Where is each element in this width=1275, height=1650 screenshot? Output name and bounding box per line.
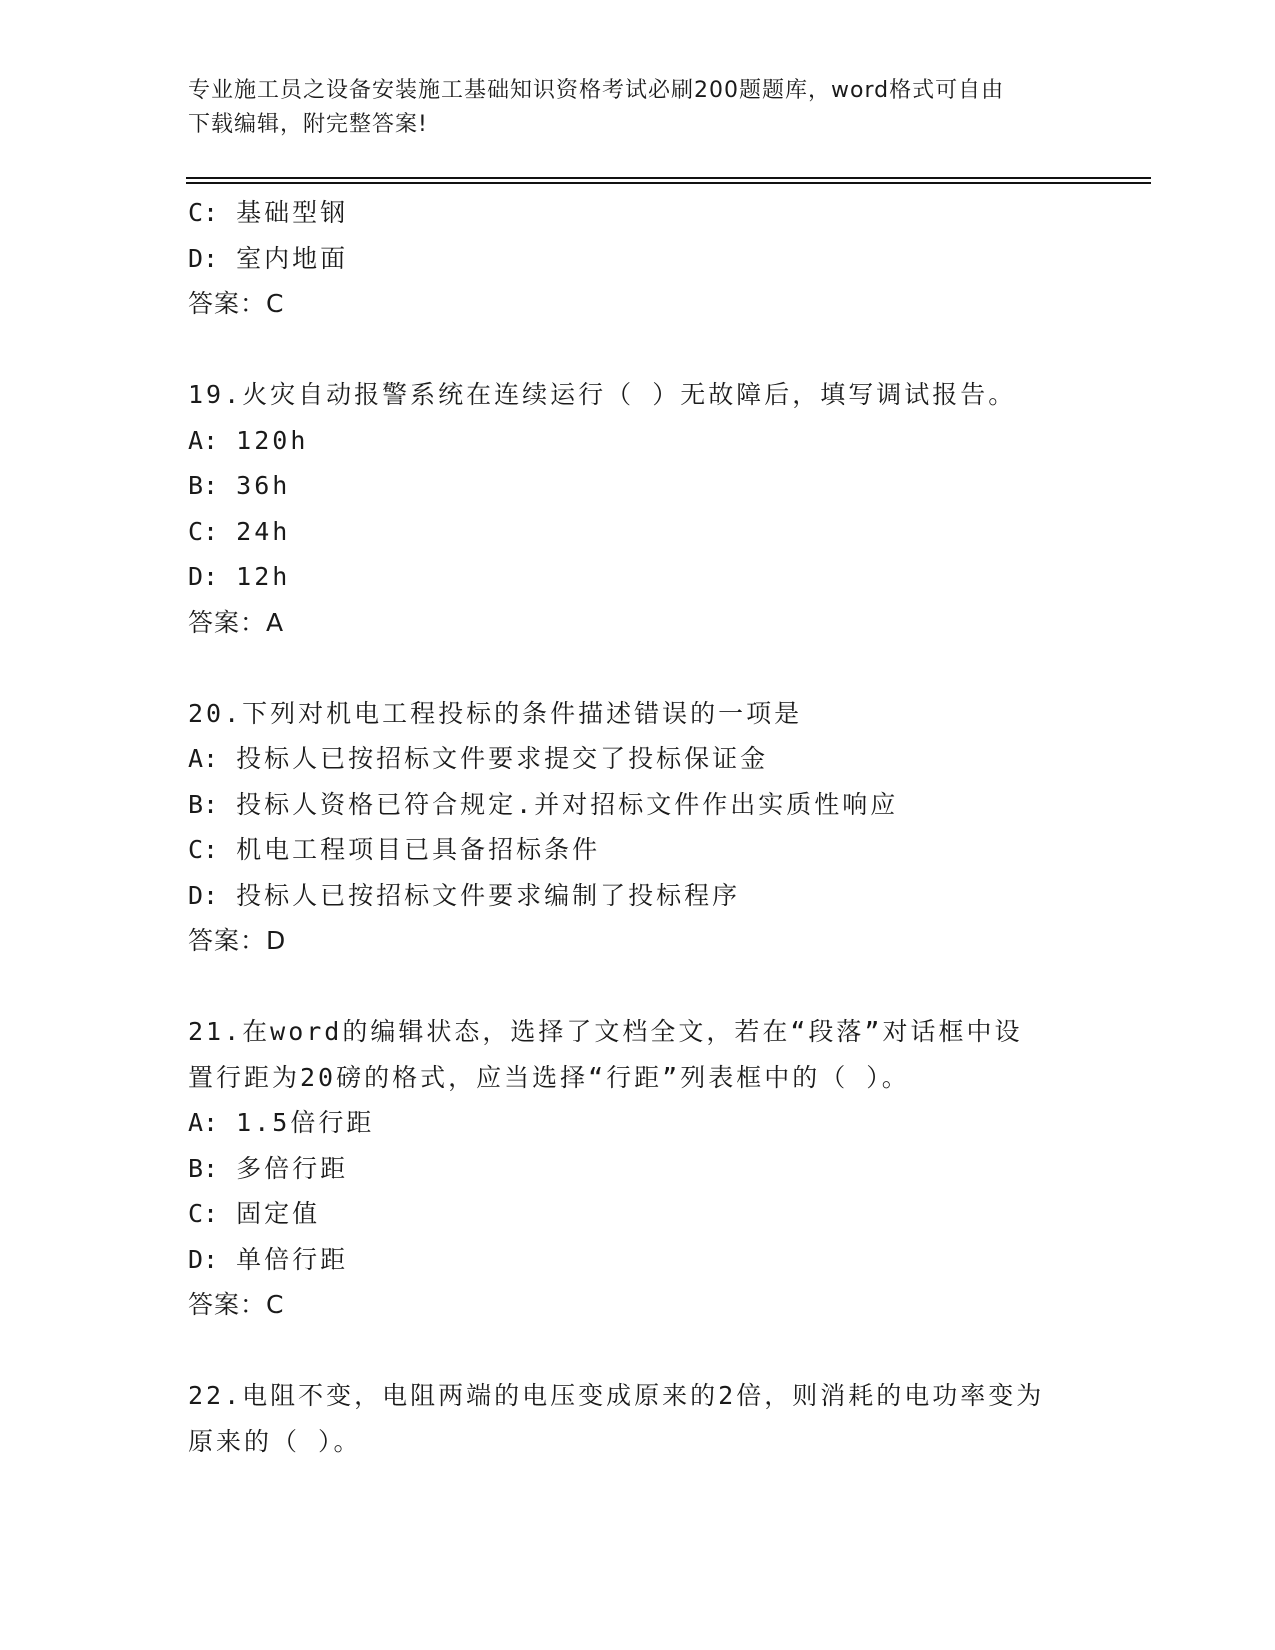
- option-text: 固定值: [236, 1199, 321, 1228]
- option-letter: C:: [188, 516, 219, 546]
- option-d: [188, 554, 1088, 600]
- option-text: 多倍行距: [236, 1153, 349, 1183]
- spacer: [188, 1328, 1088, 1374]
- answer-line: 答案：D: [188, 926, 287, 955]
- question-19: [188, 372, 1088, 645]
- option-a: [188, 1100, 1088, 1146]
- option-letter: C:: [188, 835, 219, 864]
- option-a: [188, 736, 1088, 782]
- option-a: [188, 418, 1088, 464]
- option-c: [188, 1191, 1088, 1237]
- option-b: [188, 782, 1088, 828]
- option-text: 基础型钢: [236, 198, 349, 227]
- option-b: [188, 1146, 1088, 1192]
- option-c: [188, 509, 1088, 555]
- option-c: [188, 827, 1088, 873]
- question-stem: 22.电阻不变，电阻两端的电压变成原来的2倍，则消耗的电功率变为: [188, 1381, 1045, 1410]
- header-line-1: 专业施工员之设备安装施工基础知识资格考试必刷200题题库，word格式可自由: [188, 78, 1005, 103]
- option-letter: B:: [188, 1153, 219, 1183]
- question-stem-continued: 原来的（ ）。: [188, 1426, 362, 1456]
- option-letter: A:: [188, 1108, 219, 1137]
- option-letter: D:: [188, 880, 219, 910]
- answer-line: 答案：A: [188, 607, 285, 637]
- option-text: 投标人资格已符合规定.并对招标文件作出实质性响应: [236, 789, 899, 819]
- question-22: [188, 1373, 1088, 1464]
- option-text: 机电工程项目已具备招标条件: [236, 835, 601, 864]
- question-21: [188, 1009, 1088, 1328]
- question-stem: 19.火灾自动报警系统在连续运行（ ）无故障后，填写调试报告。: [188, 380, 1017, 409]
- header-line-2: 下载编辑，附完整答案!: [188, 112, 428, 137]
- option-letter: C:: [188, 1199, 219, 1228]
- document-header: [188, 74, 1088, 142]
- question-list: [188, 190, 1088, 1464]
- option-d: [188, 1237, 1088, 1283]
- option-letter: C:: [188, 198, 219, 227]
- option-text: 12h: [236, 562, 291, 591]
- question-stem: 20.下列对机电工程投标的条件描述错误的一项是: [188, 698, 803, 728]
- option-letter: B:: [188, 471, 219, 500]
- header-rule-top: [186, 177, 1151, 179]
- question-18-continued: [188, 190, 1088, 327]
- option-letter: D:: [188, 562, 219, 591]
- option-letter: B:: [188, 789, 219, 819]
- question-stem-continued: 置行距为20磅的格式，应当选择“行距”列表框中的（ ）。: [188, 1062, 910, 1092]
- option-text: 24h: [236, 516, 291, 546]
- option-text: 单倍行距: [236, 1244, 349, 1274]
- option-text: 投标人已按招标文件要求编制了投标程序: [236, 880, 741, 910]
- question-stem: 21.在word的编辑状态，选择了文档全文，若在“段落”对话框中设: [188, 1017, 1023, 1046]
- spacer: [188, 645, 1088, 691]
- spacer: [188, 964, 1088, 1010]
- option-text: 室内地面: [236, 243, 349, 273]
- option-letter: A:: [188, 744, 219, 773]
- option-d: [188, 873, 1088, 919]
- answer-line: 答案：C: [188, 1290, 285, 1319]
- option-c: [188, 190, 1088, 236]
- question-20: [188, 691, 1088, 964]
- option-text: 36h: [236, 471, 291, 500]
- option-letter: D:: [188, 1244, 219, 1274]
- answer-line: 答案：C: [188, 289, 285, 318]
- option-text: 1.5倍行距: [236, 1108, 375, 1137]
- header-rule-bottom: [186, 182, 1151, 184]
- spacer: [188, 327, 1088, 373]
- option-letter: A:: [188, 425, 219, 455]
- option-text: 120h: [236, 425, 309, 455]
- option-d: [188, 236, 1088, 282]
- option-b: [188, 463, 1088, 509]
- option-letter: D:: [188, 243, 219, 273]
- option-text: 投标人已按招标文件要求提交了投标保证金: [236, 744, 769, 773]
